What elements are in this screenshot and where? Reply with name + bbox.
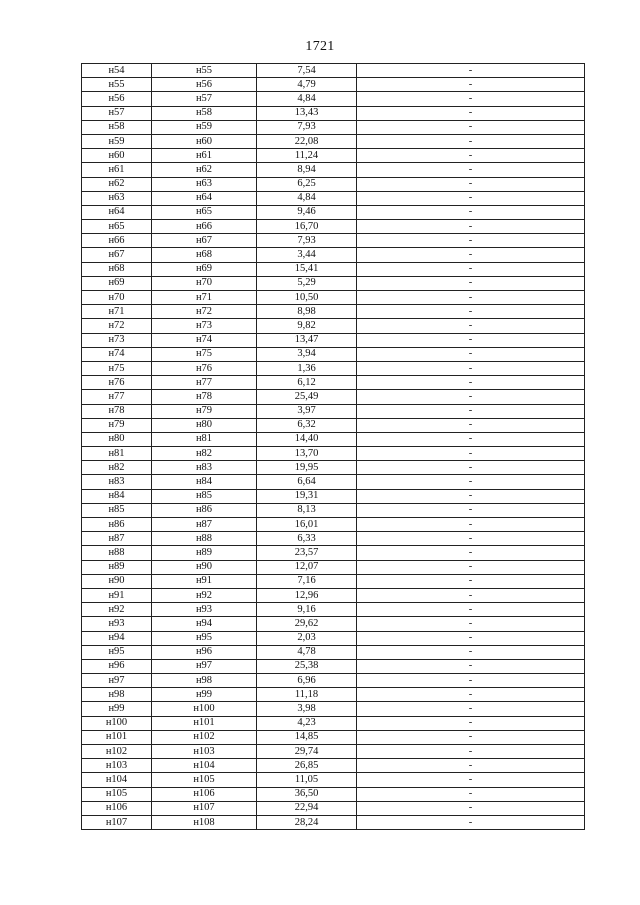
point-from-cell: н102 <box>82 745 152 759</box>
length-cell: 4,78 <box>257 645 357 659</box>
table-row <box>82 447 585 461</box>
table-row <box>82 347 585 361</box>
point-from-cell: н56 <box>82 92 152 106</box>
length-cell: 3,44 <box>257 248 357 262</box>
table-row <box>82 149 585 163</box>
length-cell: 25,49 <box>257 390 357 404</box>
point-from-cell: н84 <box>82 489 152 503</box>
length-cell: 19,31 <box>257 489 357 503</box>
table-row <box>82 333 585 347</box>
point-from-cell: н83 <box>82 475 152 489</box>
table-row <box>82 191 585 205</box>
point-from-cell: н90 <box>82 574 152 588</box>
point-from-cell: н88 <box>82 546 152 560</box>
point-to-cell: н67 <box>152 234 257 248</box>
point-to-cell: н89 <box>152 546 257 560</box>
note-cell: - <box>357 801 585 815</box>
length-cell: 12,07 <box>257 560 357 574</box>
length-cell: 26,85 <box>257 759 357 773</box>
point-to-cell: н86 <box>152 503 257 517</box>
length-cell: 13,43 <box>257 106 357 120</box>
point-from-cell: н65 <box>82 220 152 234</box>
point-from-cell: н100 <box>82 716 152 730</box>
point-to-cell: н104 <box>152 759 257 773</box>
length-cell: 8,98 <box>257 305 357 319</box>
point-to-cell: н102 <box>152 730 257 744</box>
length-cell: 3,98 <box>257 702 357 716</box>
length-cell: 25,38 <box>257 659 357 673</box>
note-cell: - <box>357 461 585 475</box>
point-to-cell: н84 <box>152 475 257 489</box>
point-to-cell: н80 <box>152 418 257 432</box>
note-cell: - <box>357 447 585 461</box>
point-from-cell: н96 <box>82 659 152 673</box>
table-row <box>82 631 585 645</box>
length-cell: 15,41 <box>257 262 357 276</box>
length-cell: 3,97 <box>257 404 357 418</box>
point-to-cell: н77 <box>152 376 257 390</box>
length-cell: 7,54 <box>257 64 357 78</box>
point-to-cell: н79 <box>152 404 257 418</box>
point-to-cell: н87 <box>152 518 257 532</box>
note-cell: - <box>357 149 585 163</box>
point-to-cell: н106 <box>152 787 257 801</box>
length-cell: 4,84 <box>257 191 357 205</box>
table-row <box>82 787 585 801</box>
length-cell: 7,93 <box>257 120 357 134</box>
note-cell: - <box>357 475 585 489</box>
point-to-cell: н88 <box>152 532 257 546</box>
length-cell: 8,13 <box>257 503 357 517</box>
length-cell: 11,24 <box>257 149 357 163</box>
note-cell: - <box>357 120 585 134</box>
point-to-cell: н70 <box>152 276 257 290</box>
point-to-cell: н82 <box>152 447 257 461</box>
point-from-cell: н70 <box>82 291 152 305</box>
table-row <box>82 801 585 815</box>
note-cell: - <box>357 262 585 276</box>
point-to-cell: н90 <box>152 560 257 574</box>
note-cell: - <box>357 177 585 191</box>
table-row <box>82 745 585 759</box>
table-row <box>82 603 585 617</box>
length-cell: 2,03 <box>257 631 357 645</box>
note-cell: - <box>357 205 585 219</box>
table-row <box>82 134 585 148</box>
table-row <box>82 688 585 702</box>
note-cell: - <box>357 291 585 305</box>
table-row <box>82 489 585 503</box>
note-cell: - <box>357 319 585 333</box>
note-cell: - <box>357 702 585 716</box>
point-from-cell: н103 <box>82 759 152 773</box>
table-row <box>82 120 585 134</box>
length-cell: 7,93 <box>257 234 357 248</box>
note-cell: - <box>357 134 585 148</box>
length-cell: 6,32 <box>257 418 357 432</box>
point-from-cell: н94 <box>82 631 152 645</box>
point-from-cell: н55 <box>82 78 152 92</box>
length-cell: 7,16 <box>257 574 357 588</box>
note-cell: - <box>357 78 585 92</box>
point-from-cell: н68 <box>82 262 152 276</box>
point-to-cell: н93 <box>152 603 257 617</box>
length-cell: 6,64 <box>257 475 357 489</box>
note-cell: - <box>357 276 585 290</box>
point-to-cell: н105 <box>152 773 257 787</box>
table-row <box>82 276 585 290</box>
length-cell: 9,46 <box>257 205 357 219</box>
note-cell: - <box>357 759 585 773</box>
table-row <box>82 588 585 602</box>
point-to-cell: н95 <box>152 631 257 645</box>
note-cell: - <box>357 376 585 390</box>
point-to-cell: н76 <box>152 361 257 375</box>
point-to-cell: н78 <box>152 390 257 404</box>
point-from-cell: н61 <box>82 163 152 177</box>
point-from-cell: н63 <box>82 191 152 205</box>
point-to-cell: н107 <box>152 801 257 815</box>
table-row <box>82 163 585 177</box>
note-cell: - <box>357 418 585 432</box>
note-cell: - <box>357 432 585 446</box>
point-to-cell: н97 <box>152 659 257 673</box>
point-to-cell: н55 <box>152 64 257 78</box>
point-from-cell: н54 <box>82 64 152 78</box>
length-cell: 22,94 <box>257 801 357 815</box>
point-from-cell: н77 <box>82 390 152 404</box>
length-cell: 3,94 <box>257 347 357 361</box>
length-cell: 10,50 <box>257 291 357 305</box>
point-from-cell: н67 <box>82 248 152 262</box>
point-to-cell: н58 <box>152 106 257 120</box>
point-from-cell: н91 <box>82 588 152 602</box>
table-row <box>82 546 585 560</box>
length-cell: 8,94 <box>257 163 357 177</box>
length-cell: 23,57 <box>257 546 357 560</box>
note-cell: - <box>357 64 585 78</box>
point-to-cell: н83 <box>152 461 257 475</box>
table-row <box>82 560 585 574</box>
table-row <box>82 815 585 829</box>
point-from-cell: н87 <box>82 532 152 546</box>
point-to-cell: н74 <box>152 333 257 347</box>
table-row <box>82 574 585 588</box>
point-from-cell: н97 <box>82 674 152 688</box>
point-to-cell: н99 <box>152 688 257 702</box>
note-cell: - <box>357 503 585 517</box>
point-to-cell: н57 <box>152 92 257 106</box>
point-to-cell: н71 <box>152 291 257 305</box>
table-row <box>82 262 585 276</box>
table-row <box>82 205 585 219</box>
boundary-points-table <box>81 63 585 830</box>
table-row <box>82 361 585 375</box>
point-from-cell: н89 <box>82 560 152 574</box>
note-cell: - <box>357 659 585 673</box>
note-cell: - <box>357 603 585 617</box>
point-from-cell: н72 <box>82 319 152 333</box>
point-from-cell: н60 <box>82 149 152 163</box>
table-row <box>82 532 585 546</box>
length-cell: 1,36 <box>257 361 357 375</box>
point-to-cell: н73 <box>152 319 257 333</box>
point-to-cell: н68 <box>152 248 257 262</box>
point-to-cell: н98 <box>152 674 257 688</box>
table-row <box>82 773 585 787</box>
point-from-cell: н99 <box>82 702 152 716</box>
note-cell: - <box>357 631 585 645</box>
point-to-cell: н62 <box>152 163 257 177</box>
table-row <box>82 106 585 120</box>
table-row <box>82 376 585 390</box>
length-cell: 6,96 <box>257 674 357 688</box>
note-cell: - <box>357 688 585 702</box>
point-from-cell: н57 <box>82 106 152 120</box>
table-row <box>82 730 585 744</box>
point-to-cell: н92 <box>152 588 257 602</box>
note-cell: - <box>357 674 585 688</box>
length-cell: 16,70 <box>257 220 357 234</box>
point-from-cell: н104 <box>82 773 152 787</box>
table-row <box>82 177 585 191</box>
table-row <box>82 234 585 248</box>
point-from-cell: н79 <box>82 418 152 432</box>
point-to-cell: н56 <box>152 78 257 92</box>
point-to-cell: н72 <box>152 305 257 319</box>
table-row <box>82 475 585 489</box>
note-cell: - <box>357 716 585 730</box>
point-from-cell: н74 <box>82 347 152 361</box>
length-cell: 11,05 <box>257 773 357 787</box>
note-cell: - <box>357 730 585 744</box>
point-from-cell: н107 <box>82 815 152 829</box>
length-cell: 22,08 <box>257 134 357 148</box>
length-cell: 9,16 <box>257 603 357 617</box>
note-cell: - <box>357 191 585 205</box>
length-cell: 14,85 <box>257 730 357 744</box>
note-cell: - <box>357 361 585 375</box>
point-to-cell: н81 <box>152 432 257 446</box>
point-from-cell: н64 <box>82 205 152 219</box>
point-from-cell: н78 <box>82 404 152 418</box>
table-row <box>82 503 585 517</box>
length-cell: 14,40 <box>257 432 357 446</box>
length-cell: 4,23 <box>257 716 357 730</box>
length-cell: 36,50 <box>257 787 357 801</box>
point-to-cell: н64 <box>152 191 257 205</box>
table-row <box>82 92 585 106</box>
note-cell: - <box>357 163 585 177</box>
table-body <box>82 64 585 830</box>
note-cell: - <box>357 560 585 574</box>
note-cell: - <box>357 815 585 829</box>
note-cell: - <box>357 617 585 631</box>
point-from-cell: н62 <box>82 177 152 191</box>
table-row <box>82 432 585 446</box>
note-cell: - <box>357 546 585 560</box>
table-row <box>82 674 585 688</box>
length-cell: 16,01 <box>257 518 357 532</box>
point-from-cell: н86 <box>82 518 152 532</box>
table-row <box>82 305 585 319</box>
point-from-cell: н69 <box>82 276 152 290</box>
point-to-cell: н96 <box>152 645 257 659</box>
length-cell: 4,84 <box>257 92 357 106</box>
point-from-cell: н98 <box>82 688 152 702</box>
point-from-cell: н101 <box>82 730 152 744</box>
page-number: 1721 <box>305 39 335 54</box>
point-from-cell: н76 <box>82 376 152 390</box>
point-from-cell: н59 <box>82 134 152 148</box>
note-cell: - <box>357 220 585 234</box>
table-row <box>82 617 585 631</box>
length-cell: 13,70 <box>257 447 357 461</box>
table-row <box>82 759 585 773</box>
note-cell: - <box>357 305 585 319</box>
point-from-cell: н105 <box>82 787 152 801</box>
point-to-cell: н65 <box>152 205 257 219</box>
table-row <box>82 716 585 730</box>
note-cell: - <box>357 745 585 759</box>
point-to-cell: н101 <box>152 716 257 730</box>
table-row <box>82 659 585 673</box>
point-to-cell: н75 <box>152 347 257 361</box>
note-cell: - <box>357 404 585 418</box>
point-from-cell: н85 <box>82 503 152 517</box>
note-cell: - <box>357 248 585 262</box>
length-cell: 9,82 <box>257 319 357 333</box>
note-cell: - <box>357 532 585 546</box>
table-row <box>82 702 585 716</box>
point-to-cell: н69 <box>152 262 257 276</box>
table-row <box>82 404 585 418</box>
point-from-cell: н106 <box>82 801 152 815</box>
table-row <box>82 220 585 234</box>
length-cell: 29,74 <box>257 745 357 759</box>
note-cell: - <box>357 588 585 602</box>
table-row <box>82 64 585 78</box>
point-from-cell: н73 <box>82 333 152 347</box>
point-to-cell: н100 <box>152 702 257 716</box>
length-cell: 29,62 <box>257 617 357 631</box>
note-cell: - <box>357 347 585 361</box>
point-from-cell: н93 <box>82 617 152 631</box>
point-to-cell: н59 <box>152 120 257 134</box>
point-to-cell: н103 <box>152 745 257 759</box>
note-cell: - <box>357 489 585 503</box>
note-cell: - <box>357 333 585 347</box>
point-from-cell: н82 <box>82 461 152 475</box>
length-cell: 6,33 <box>257 532 357 546</box>
table-row <box>82 248 585 262</box>
point-to-cell: н60 <box>152 134 257 148</box>
point-from-cell: н95 <box>82 645 152 659</box>
note-cell: - <box>357 390 585 404</box>
table-row <box>82 319 585 333</box>
point-to-cell: н61 <box>152 149 257 163</box>
point-from-cell: н81 <box>82 447 152 461</box>
table-row <box>82 418 585 432</box>
table-row <box>82 291 585 305</box>
point-from-cell: н75 <box>82 361 152 375</box>
length-cell: 4,79 <box>257 78 357 92</box>
note-cell: - <box>357 787 585 801</box>
table-row <box>82 390 585 404</box>
table-row <box>82 78 585 92</box>
point-from-cell: н71 <box>82 305 152 319</box>
length-cell: 11,18 <box>257 688 357 702</box>
note-cell: - <box>357 574 585 588</box>
point-from-cell: н80 <box>82 432 152 446</box>
note-cell: - <box>357 645 585 659</box>
table-row <box>82 461 585 475</box>
point-from-cell: н92 <box>82 603 152 617</box>
point-from-cell: н66 <box>82 234 152 248</box>
length-cell: 19,95 <box>257 461 357 475</box>
note-cell: - <box>357 773 585 787</box>
length-cell: 12,96 <box>257 588 357 602</box>
note-cell: - <box>357 92 585 106</box>
length-cell: 28,24 <box>257 815 357 829</box>
point-to-cell: н66 <box>152 220 257 234</box>
table-row <box>82 645 585 659</box>
length-cell: 5,29 <box>257 276 357 290</box>
point-from-cell: н58 <box>82 120 152 134</box>
point-to-cell: н85 <box>152 489 257 503</box>
note-cell: - <box>357 518 585 532</box>
table-row <box>82 518 585 532</box>
length-cell: 6,12 <box>257 376 357 390</box>
point-to-cell: н63 <box>152 177 257 191</box>
length-cell: 13,47 <box>257 333 357 347</box>
length-cell: 6,25 <box>257 177 357 191</box>
point-to-cell: н91 <box>152 574 257 588</box>
note-cell: - <box>357 106 585 120</box>
point-to-cell: н108 <box>152 815 257 829</box>
point-to-cell: н94 <box>152 617 257 631</box>
note-cell: - <box>357 234 585 248</box>
